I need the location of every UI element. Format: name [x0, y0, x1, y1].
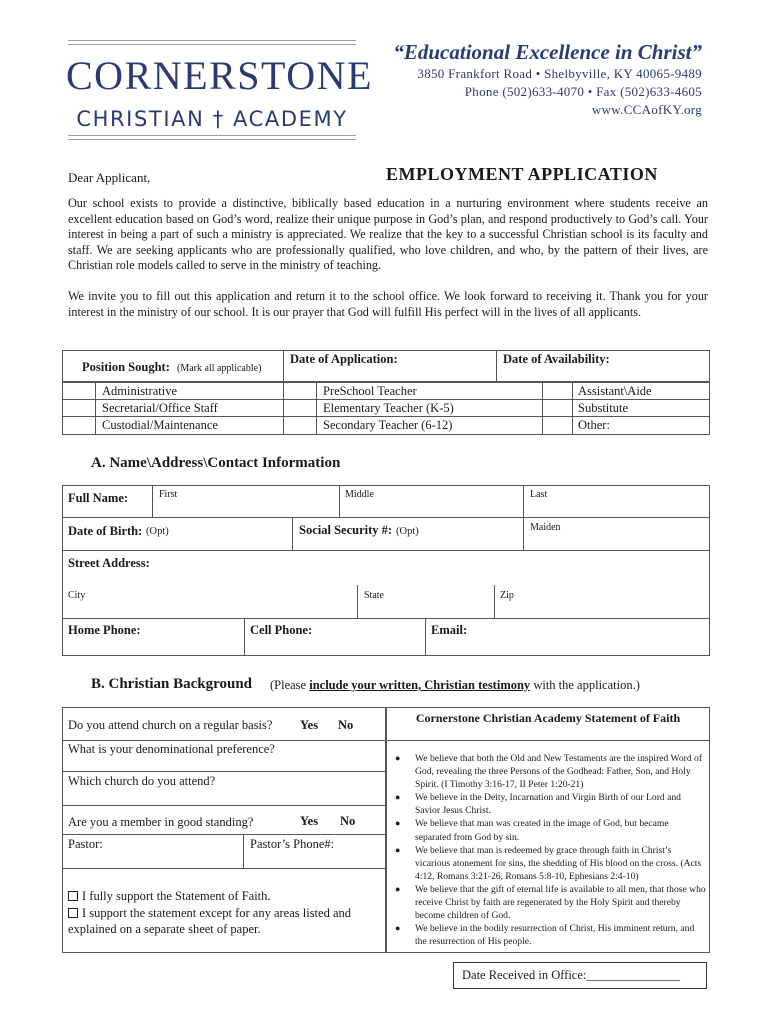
ssn-field[interactable]	[425, 520, 521, 548]
divider	[62, 868, 386, 869]
option-secretarial: Secretarial/Office Staff	[102, 401, 218, 415]
divider	[62, 550, 710, 551]
checkbox-substitute[interactable]	[543, 400, 571, 415]
position-note: (Mark all applicable)	[177, 363, 262, 374]
bullet-icon: ●	[395, 883, 401, 894]
address: 3850 Frankfort Road • Shelbyville, KY 40065-9489	[417, 66, 702, 81]
option-secondary: Secondary Teacher (6-12)	[323, 418, 453, 432]
standing-yes-option[interactable]: Yes	[300, 814, 319, 828]
checkbox-elementary[interactable]	[284, 400, 315, 415]
logo-rule-top-2	[68, 44, 356, 45]
street-address-label: Street Address:	[68, 556, 150, 570]
faith-item	[395, 883, 707, 922]
testimony-note-emphasis: include your written, Christian testimony	[309, 678, 531, 692]
maiden-name-label: Maiden	[530, 522, 561, 533]
faith-item	[395, 791, 707, 817]
faith-item-text: We believe that man is redeemed by grace through faith in Christ’s vicarious atonement for sins, the shedding of His blood on the cross. (Acts 4:12, Romans 3:21-26, Romans 5:8-10, Ephesians 2:4-10)	[415, 844, 702, 882]
testimony-note	[270, 678, 640, 693]
testimony-note-post: with the application.)	[530, 678, 640, 692]
bullet-icon: ●	[395, 923, 401, 934]
date-received	[462, 968, 680, 983]
divider	[62, 517, 710, 518]
support-full-row	[68, 888, 383, 904]
faith-item	[395, 844, 707, 883]
street-address-field[interactable]	[170, 552, 708, 570]
zip-label: Zip	[500, 590, 514, 601]
intro-paragraph-2: We invite you to fill out this application and return it to the school office. We look forward to receiving it. Thank you for your interest in the ministry of our school. It is our prayer that God will fulfill His perfect will in the lives of all applicants.	[68, 289, 708, 319]
logo-rule-bottom	[68, 135, 356, 136]
dob-field[interactable]	[180, 520, 290, 548]
support-partial-label: I support the statement except for any areas listed and explained on a separate sheet of paper.	[68, 906, 352, 936]
cell-phone-field[interactable]	[245, 638, 424, 655]
option-custodial: Custodial/Maintenance	[102, 418, 218, 432]
logo-cornerstone: CORNERSTONE	[66, 53, 373, 98]
date-received-field[interactable]: _______________	[586, 968, 681, 982]
faith-item	[395, 817, 707, 843]
middle-name-field[interactable]	[340, 500, 522, 516]
denomination-field[interactable]	[63, 757, 385, 770]
divider	[62, 399, 710, 400]
statement-of-faith-list	[395, 752, 707, 948]
option-assistant: Assistant\Aide	[578, 384, 652, 398]
city-label: City	[68, 590, 86, 601]
divider	[572, 382, 573, 435]
option-elementary: Elementary Teacher (K-5)	[323, 401, 454, 415]
cell-phone-label: Cell Phone:	[250, 623, 313, 637]
checkbox-administrative[interactable]	[63, 383, 94, 398]
state-label: State	[364, 590, 384, 601]
divider	[496, 350, 497, 382]
which-church-field[interactable]	[63, 789, 385, 804]
statement-of-faith-title: Cornerstone Christian Academy Statement of Faith	[415, 711, 681, 725]
zip-field[interactable]	[495, 601, 709, 617]
pastor-field[interactable]	[63, 851, 242, 867]
good-standing-question: Are you a member in good standing?	[68, 815, 254, 829]
option-substitute: Substitute	[578, 401, 629, 415]
divider	[62, 416, 710, 417]
divider	[62, 618, 710, 619]
first-name-field[interactable]	[153, 500, 338, 516]
ssn-label: Social Security #:	[299, 523, 393, 537]
greeting: Dear Applicant,	[68, 170, 151, 185]
phone-fax: Phone (502)633-4070 • Fax (502)633-4605	[464, 84, 702, 99]
divider	[316, 382, 317, 435]
full-name-label: Full Name:	[68, 491, 129, 505]
dob-optional: (Opt)	[146, 526, 169, 537]
bullet-icon: ●	[395, 753, 401, 763]
checkbox-secondary[interactable]	[284, 417, 315, 434]
attend-church-question: Do you attend church on a regular basis?	[68, 718, 273, 732]
home-phone-field[interactable]	[63, 638, 243, 655]
logo-rule-bottom-2	[68, 139, 356, 140]
faith-item-text: We believe that man was created in the image of God, but became separated from God by sin.	[415, 818, 669, 843]
divider	[62, 834, 386, 835]
faith-item-text: We believe in the Deity, Incarnation and Virgin Birth of our Lord and Savior Jesus Christ.	[415, 792, 681, 817]
bullet-icon: ●	[395, 844, 401, 855]
bullet-icon: ●	[395, 792, 401, 803]
date-received-label: Date Received in Office:	[462, 968, 587, 982]
faith-item	[395, 752, 707, 791]
website: www.CCAofKY.org	[591, 102, 702, 117]
date-of-application-label: Date of Application:	[290, 352, 398, 366]
motto: “Educational Excellence in Christ”	[393, 40, 702, 64]
support-partial-checkbox[interactable]	[68, 908, 78, 918]
email-label: Email:	[431, 623, 468, 637]
pastor-phone-field[interactable]	[244, 851, 385, 867]
city-field[interactable]	[63, 601, 356, 617]
attend-no-option[interactable]: No	[338, 718, 354, 732]
divider	[62, 740, 386, 741]
divider	[386, 740, 710, 741]
checkbox-custodial[interactable]	[63, 417, 94, 434]
logo-christian-academy: CHRISTIAN † ACADEMY	[76, 107, 348, 131]
support-full-label: I fully support the Statement of Faith.	[82, 889, 271, 903]
maiden-name-field[interactable]	[524, 534, 709, 549]
option-other: Other:	[578, 418, 610, 432]
support-partial-row	[68, 905, 383, 937]
pastor-phone-label: Pastor’s Phone#:	[250, 837, 335, 851]
logo-rule-top	[68, 40, 356, 41]
home-phone-label: Home Phone:	[68, 623, 141, 637]
email-field[interactable]	[426, 638, 709, 655]
middle-name-label: Middle	[345, 489, 374, 500]
option-administrative: Administrative	[102, 384, 177, 398]
option-preschool: PreSchool Teacher	[323, 384, 417, 398]
faith-item	[395, 922, 707, 948]
checkbox-preschool[interactable]	[284, 383, 315, 398]
attend-yes-option[interactable]: Yes	[300, 718, 319, 732]
standing-no-option[interactable]: No	[340, 814, 356, 828]
intro-paragraph-1: Our school exists to provide a distinctive, biblically based education in a nurturing environment where students receive an excellent education based on God’s word, realize their unique purpose in God’s plan, and respond productively to God’s call. Your interest in being a part of such a ministry is appreciated. We realize that the key to a successful Christian school is its faculty and staff. We are seeking applicants who are professionally qualified, who love children, and who, by the pattern of their lives, are Christian role models called to serve in the ministry of teaching.	[68, 196, 708, 272]
divider	[62, 805, 386, 806]
last-name-field[interactable]	[524, 500, 709, 516]
pastor-label: Pastor:	[68, 837, 103, 851]
ssn-optional: (Opt)	[396, 526, 419, 537]
faith-item-text: We believe that the gift of eternal life is available to all men, that those who receive Christ by faith are regenerated by the Holy Spirit and thereby become children of God.	[415, 883, 706, 922]
which-church-question: Which church do you attend?	[68, 774, 216, 788]
denomination-question: What is your denominational preference?	[68, 742, 275, 756]
checkbox-secretarial[interactable]	[63, 400, 94, 415]
faith-item-text: We believe that both the Old and New Testaments are the inspired Word of God, revealing the three Persons of the Godhead: Father, Son, and Holy Spirit. (I Timothy 3:16-17, II Peter 1:20-21)	[415, 753, 703, 791]
checkbox-other[interactable]	[543, 417, 571, 434]
dob-label: Date of Birth:	[68, 524, 143, 538]
divider	[62, 771, 386, 772]
checkbox-assistant[interactable]	[543, 383, 571, 398]
section-b-heading: B. Christian Background	[91, 676, 253, 692]
divider	[283, 350, 284, 382]
section-a-heading: A. Name\Address\Contact Information	[91, 455, 341, 471]
divider	[292, 517, 293, 550]
divider	[95, 382, 96, 435]
faith-item-text: We believe in the bodily resurrection of Christ, His imminent return, and the resurrection of His people.	[415, 923, 695, 948]
bullet-icon: ●	[395, 818, 401, 829]
position-sought-label: Position Sought:	[82, 360, 170, 374]
date-of-availability-label: Date of Availability:	[503, 352, 610, 366]
testimony-note-pre: (Please	[270, 678, 310, 692]
last-name-label: Last	[530, 489, 548, 500]
support-full-checkbox[interactable]	[68, 891, 78, 901]
state-field[interactable]	[358, 601, 493, 617]
page-title: EMPLOYMENT APPLICATION	[386, 164, 658, 184]
first-name-label: First	[159, 489, 178, 500]
